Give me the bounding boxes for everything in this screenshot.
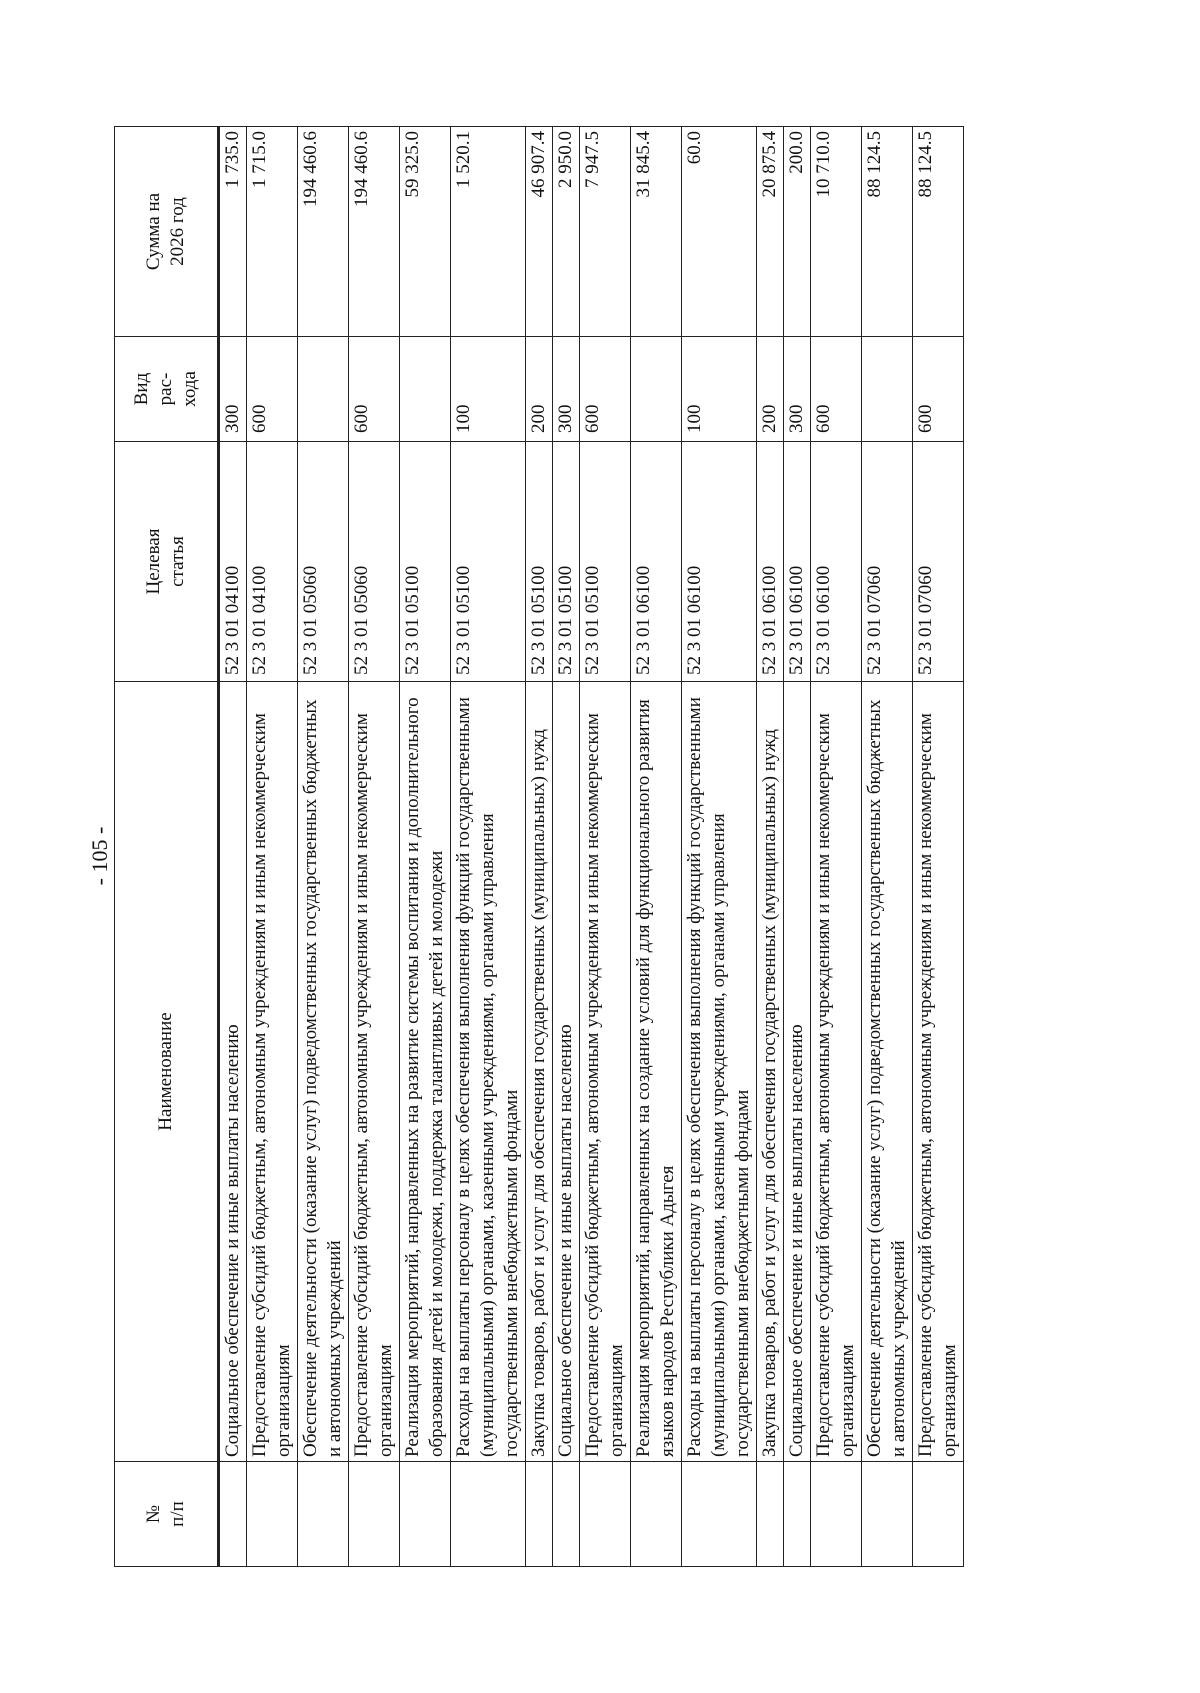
row-number-cell xyxy=(757,1462,784,1567)
row-name-cell: Социальное обеспечение и иные выплаты населению xyxy=(219,682,247,1462)
row-name-cell: Предоставление субсидий бюджетным, автономным учреждениям и иным некоммерческим организациям xyxy=(247,682,298,1462)
row-code-cell: 52 3 01 07060 xyxy=(913,442,964,682)
row-code-cell: 52 3 01 04100 xyxy=(219,442,247,682)
table-row xyxy=(526,127,553,1567)
row-name-cell: Предоставление субсидий бюджетным, автономным учреждениям и иным некоммерческим организациям xyxy=(580,682,631,1462)
row-code-cell: 52 3 01 05100 xyxy=(553,442,580,682)
table-row xyxy=(451,127,526,1567)
row-sum-cell: 200.0 xyxy=(784,127,811,337)
row-name-cell: Закупка товаров, работ и услуг для обеспечения государственных (муниципальных) нужд xyxy=(757,682,784,1462)
row-type-cell: 100 xyxy=(682,337,757,442)
row-code-cell: 52 3 01 05100 xyxy=(400,442,451,682)
row-type-cell xyxy=(631,337,682,442)
row-sum-cell: 46 907.4 xyxy=(526,127,553,337)
row-sum-cell: 1 520.1 xyxy=(451,127,526,337)
header-name: Наименование xyxy=(115,682,219,1462)
table-row xyxy=(553,127,580,1567)
row-sum-cell: 1 715.0 xyxy=(247,127,298,337)
row-name-cell: Обеспечение деятельности (оказание услуг) подведомственных государственных бюджетных и автономных учреждений xyxy=(298,682,349,1462)
row-type-cell: 200 xyxy=(757,337,784,442)
row-sum-cell: 31 845.4 xyxy=(631,127,682,337)
row-type-cell: 600 xyxy=(811,337,862,442)
table-row xyxy=(811,127,862,1567)
row-number-cell xyxy=(913,1462,964,1567)
row-number-cell xyxy=(400,1462,451,1567)
row-type-cell xyxy=(862,337,913,442)
row-type-cell: 300 xyxy=(219,337,247,442)
row-number-cell xyxy=(526,1462,553,1567)
row-name-cell: Реализация мероприятий, направленных на создание условий для функционального развития языков народов Республики Адыгея xyxy=(631,682,682,1462)
row-sum-cell: 194 460.6 xyxy=(349,127,400,337)
row-name-cell: Предоставление субсидий бюджетным, автономным учреждениям и иным некоммерческим организациям xyxy=(349,682,400,1462)
row-sum-cell: 59 325.0 xyxy=(400,127,451,337)
row-code-cell: 52 3 01 05060 xyxy=(349,442,400,682)
row-type-cell: 600 xyxy=(913,337,964,442)
row-code-cell: 52 3 01 05060 xyxy=(298,442,349,682)
row-code-cell: 52 3 01 04100 xyxy=(247,442,298,682)
row-sum-cell: 60.0 xyxy=(682,127,757,337)
row-name-cell: Обеспечение деятельности (оказание услуг) подведомственных государственных бюджетных и автономных учреждений xyxy=(862,682,913,1462)
row-type-cell xyxy=(298,337,349,442)
row-name-cell: Предоставление субсидий бюджетным, автономным учреждениям и иным некоммерческим организациям xyxy=(913,682,964,1462)
row-sum-cell: 7 947.5 xyxy=(580,127,631,337)
row-code-cell: 52 3 01 06100 xyxy=(631,442,682,682)
table-row xyxy=(349,127,400,1567)
header-code: Целевая статья xyxy=(115,442,219,682)
table-row xyxy=(862,127,913,1567)
row-type-cell xyxy=(400,337,451,442)
row-code-cell: 52 3 01 05100 xyxy=(451,442,526,682)
rotated-table-container xyxy=(114,127,1184,1567)
row-number-cell xyxy=(247,1462,298,1567)
row-number-cell xyxy=(553,1462,580,1567)
row-sum-cell: 1 735.0 xyxy=(219,127,247,337)
table-row xyxy=(784,127,811,1567)
row-type-cell: 600 xyxy=(580,337,631,442)
row-name-cell: Социальное обеспечение и иные выплаты населению xyxy=(553,682,580,1462)
row-code-cell: 52 3 01 06100 xyxy=(682,442,757,682)
row-number-cell xyxy=(784,1462,811,1567)
row-sum-cell: 10 710.0 xyxy=(811,127,862,337)
row-number-cell xyxy=(631,1462,682,1567)
row-sum-cell: 20 875.4 xyxy=(757,127,784,337)
table-row xyxy=(913,127,964,1567)
expenditure-table xyxy=(114,126,964,1567)
row-type-cell: 100 xyxy=(451,337,526,442)
table-row xyxy=(219,127,247,1567)
table-header xyxy=(115,127,219,1567)
table-body xyxy=(219,127,964,1567)
row-type-cell: 300 xyxy=(784,337,811,442)
row-number-cell xyxy=(862,1462,913,1567)
table-row xyxy=(298,127,349,1567)
row-name-cell: Социальное обеспечение и иные выплаты населению xyxy=(784,682,811,1462)
row-code-cell: 52 3 01 07060 xyxy=(862,442,913,682)
row-number-cell xyxy=(219,1462,247,1567)
row-type-cell: 600 xyxy=(247,337,298,442)
row-number-cell xyxy=(811,1462,862,1567)
table-row xyxy=(400,127,451,1567)
row-sum-cell: 88 124.5 xyxy=(913,127,964,337)
row-name-cell: Расходы на выплаты персоналу в целях обеспечения выполнения функций государственными (муниципальными) органами, казенными учреждениями, органами управления государственными внебюджетными фондами xyxy=(451,682,526,1462)
row-number-cell xyxy=(682,1462,757,1567)
table-row xyxy=(247,127,298,1567)
table-row xyxy=(631,127,682,1567)
header-sum: Сумма на 2026 год xyxy=(115,127,219,337)
row-type-cell: 600 xyxy=(349,337,400,442)
row-code-cell: 52 3 01 05100 xyxy=(526,442,553,682)
row-name-cell: Реализация мероприятий, направленных на развитие системы воспитания и дополнительного образования детей и молодежи, поддержка талантливых детей и молодежи xyxy=(400,682,451,1462)
table-row xyxy=(682,127,757,1567)
row-name-cell: Закупка товаров, работ и услуг для обеспечения государственных (муниципальных) нужд xyxy=(526,682,553,1462)
row-number-cell xyxy=(580,1462,631,1567)
row-code-cell: 52 3 01 06100 xyxy=(784,442,811,682)
page-number: - 105 - xyxy=(87,826,112,886)
row-type-cell: 300 xyxy=(553,337,580,442)
header-type: Вид рас- хода xyxy=(115,337,219,442)
table-row xyxy=(757,127,784,1567)
row-sum-cell: 194 460.6 xyxy=(298,127,349,337)
row-code-cell: 52 3 01 06100 xyxy=(811,442,862,682)
row-sum-cell: 2 950.0 xyxy=(553,127,580,337)
row-code-cell: 52 3 01 06100 xyxy=(757,442,784,682)
row-sum-cell: 88 124.5 xyxy=(862,127,913,337)
table-row xyxy=(580,127,631,1567)
row-number-cell xyxy=(349,1462,400,1567)
row-number-cell xyxy=(298,1462,349,1567)
row-type-cell: 200 xyxy=(526,337,553,442)
row-code-cell: 52 3 01 05100 xyxy=(580,442,631,682)
row-number-cell xyxy=(451,1462,526,1567)
row-name-cell: Предоставление субсидий бюджетным, автономным учреждениям и иным некоммерческим организациям xyxy=(811,682,862,1462)
row-name-cell: Расходы на выплаты персоналу в целях обеспечения выполнения функций государственными (муниципальными) органами, казенными учреждениями, органами управления государственными внебюджетными фондами xyxy=(682,682,757,1462)
header-num: № п/п xyxy=(115,1462,219,1567)
